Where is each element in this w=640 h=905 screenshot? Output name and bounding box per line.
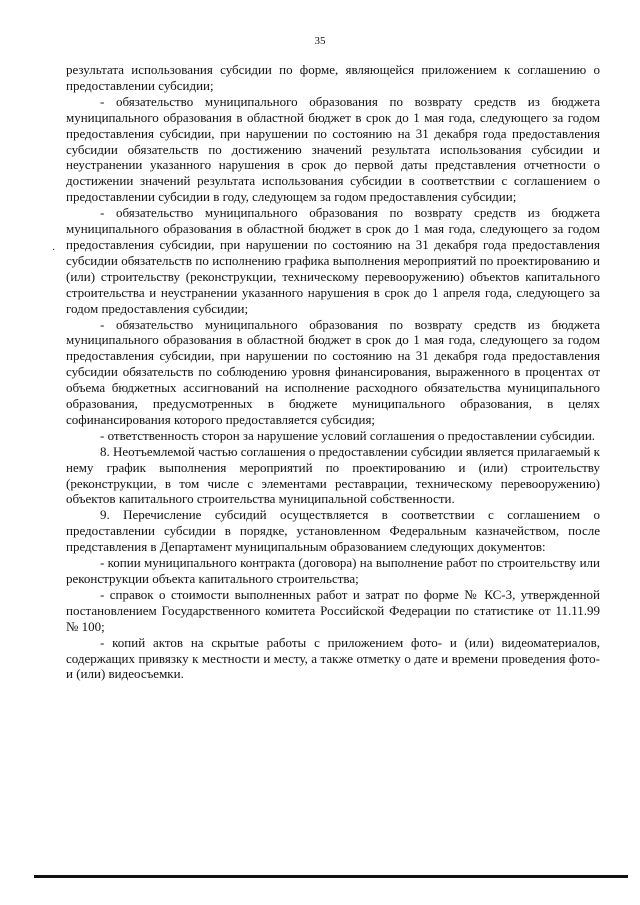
paragraph-hidden-works-acts: - копий актов на скрытые работы с приложением фото- и (или) видеоматериалов, содержащих привязку к местности и месту, а также отметку о дате и времени проведения фото- и (или) видеосъемки. xyxy=(66,634,600,682)
paragraph-contract-copies: - копии муниципального контракта (договора) на выполнение работ по строительству или реконструкции объекта капитального строительства; xyxy=(66,555,600,586)
margin-mark: · xyxy=(52,245,56,256)
paragraph-continuation: результата использования субсидии по форме, являющейся приложением к соглашению о предоставлении субсидии; xyxy=(66,62,600,93)
paragraph-responsibility: - ответственность сторон за нарушение условий соглашения о предоставлении субсидии. xyxy=(100,427,596,443)
paragraph-clause-9: 9. Перечисление субсидий осуществляется в соответствии с соглашением о предоставлении субсидии в порядке, установленном Федеральным казначейством, после представления в Департамент муниципальным образованием следующих документов: xyxy=(66,507,600,555)
paragraph-obligation-result: - обязательство муниципального образования по возврату средств из бюджета муниципального образования в областной бюджет в срок до 1 мая года, следующего за годом предоставления субсидии, при нарушении по состоянию на 31 декабря года предоставления субсидии обязательств по достижению значений результата использования субсидии и неустранении указанного нарушения в срок до первой даты представления отчетности о достижении значений результата использования субсидии в соответствии с соглашением о предоставлении субсидии в году, следующем за годом предоставления субсидии; xyxy=(66,93,600,205)
paragraph-clause-8: 8. Неотъемлемой частью соглашения о предоставлении субсидии является прилагаемый к нему график выполнения мероприятий по проектированию и (или) строительству (реконструкции, в том числе с элементами реставрации, техническому перевооружению) объектов капитального строительства муниципальной собственности. xyxy=(66,443,600,507)
paragraph-ks3-statements: - справок о стоимости выполненных работ и затрат по форме № КС-3, утвержденной постановлением Государственного комитета Российской Федерации по статистике от 11.11.99 № 100; xyxy=(66,586,600,634)
paragraph-obligation-financing: - обязательство муниципального образования по возврату средств из бюджета муниципального образования в областной бюджет в срок до 1 мая года, следующего за годом предоставления субсидии, при нарушении по состоянию на 31 декабря года предоставления субсидии обязательств по соблюдению уровня финансирования, выраженного в процентах от объема бюджетных ассигнований на исполнение расходного обязательства муниципального образования, предусмотренных в бюджете муниципального образования, в целях софинансирования которого предоставляется субсидия; xyxy=(66,316,600,427)
paragraph-obligation-schedule: - обязательство муниципального образования по возврату средств из бюджета муниципального образования в областной бюджет в срок до 1 мая года, следующего за годом предоставления субсидии, при нарушении по состоянию на 31 декабря года предоставления субсидии обязательств по исполнению графика выполнения мероприятий по проектированию и (или) строительству (реконструкции, техническому перевооружению) объектов капитального строительства и неустранении указанного нарушения в срок до 1 апреля года, следующего за годом предоставления субсидии; xyxy=(66,205,600,316)
page-number: 35 xyxy=(314,35,326,47)
bottom-rule xyxy=(34,875,628,878)
document-body xyxy=(66,62,600,682)
